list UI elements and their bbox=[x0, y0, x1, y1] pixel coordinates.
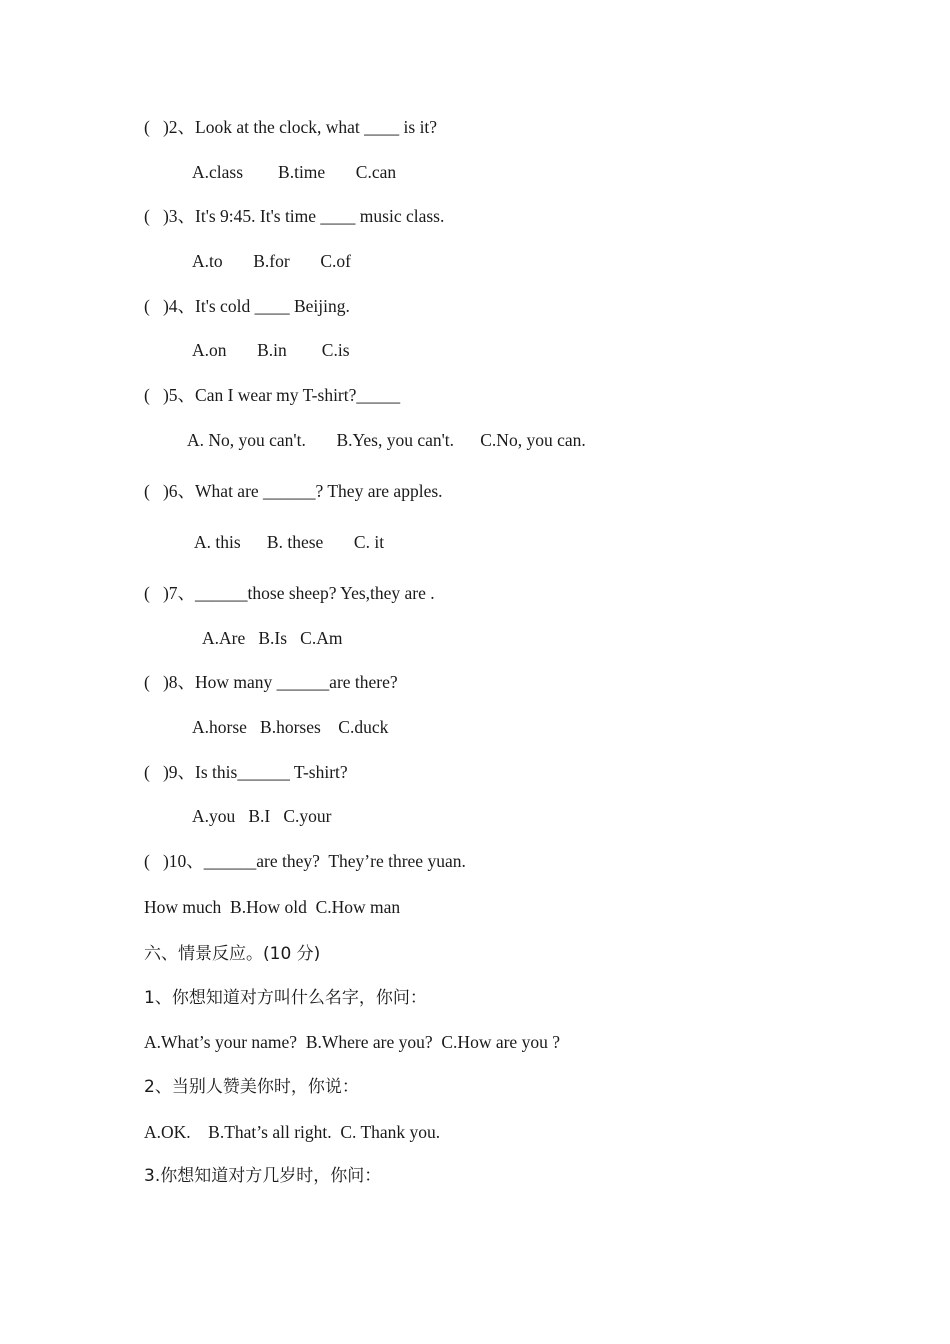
question-5-options: A. No, you can't. B.Yes, you can't. C.No, you can. bbox=[187, 430, 586, 450]
section-title: 六、情景反应。(10 分) bbox=[144, 944, 321, 964]
question-8-stem: ( )8、How many ______are there? bbox=[144, 672, 398, 692]
question-5-stem: ( )5、Can I wear my T-shirt?_____ bbox=[144, 385, 401, 405]
question-2-stem: ( )2、Look at the clock, what ____ is it? bbox=[144, 117, 438, 137]
question-9-options: A.you B.I C.your bbox=[192, 806, 332, 826]
question-6-options: A. this B. these C. it bbox=[194, 532, 385, 552]
question-3-options: A.to B.for C.of bbox=[192, 251, 351, 271]
question-10-options: How much B.How old C.How man bbox=[144, 897, 401, 917]
situation-1-options: A.What’s your name? B.Where are you? C.How are you ? bbox=[144, 1032, 560, 1052]
question-10-stem: ( )10、______are they? They’re three yuan. bbox=[144, 851, 466, 871]
question-6-stem: ( )6、What are ______? They are apples. bbox=[144, 481, 443, 501]
question-7-stem: ( )7、______those sheep? Yes,they are . bbox=[144, 583, 435, 603]
question-3-stem: ( )3、It's 9:45. It's time ____ music class. bbox=[144, 206, 445, 226]
question-8-options: A.horse B.horses C.duck bbox=[192, 717, 389, 737]
question-4-stem: ( )4、It's cold ____ Beijing. bbox=[144, 296, 350, 316]
situation-2-prompt: 2、当别人赞美你时，你说： bbox=[144, 1077, 359, 1097]
question-2-options: A.class B.time C.can bbox=[192, 162, 397, 182]
situation-2-options: A.OK. B.That’s all right. C. Thank you. bbox=[144, 1122, 441, 1142]
question-4-options: A.on B.in C.is bbox=[192, 340, 350, 360]
question-9-stem: ( )9、Is this______ T-shirt? bbox=[144, 762, 348, 782]
question-7-options: A.Are B.Is C.Am bbox=[202, 628, 343, 648]
situation-3-prompt: 3.你想知道对方几岁时，你问： bbox=[144, 1166, 382, 1186]
situation-1-prompt: 1、你想知道对方叫什么名字，你问： bbox=[144, 988, 427, 1008]
